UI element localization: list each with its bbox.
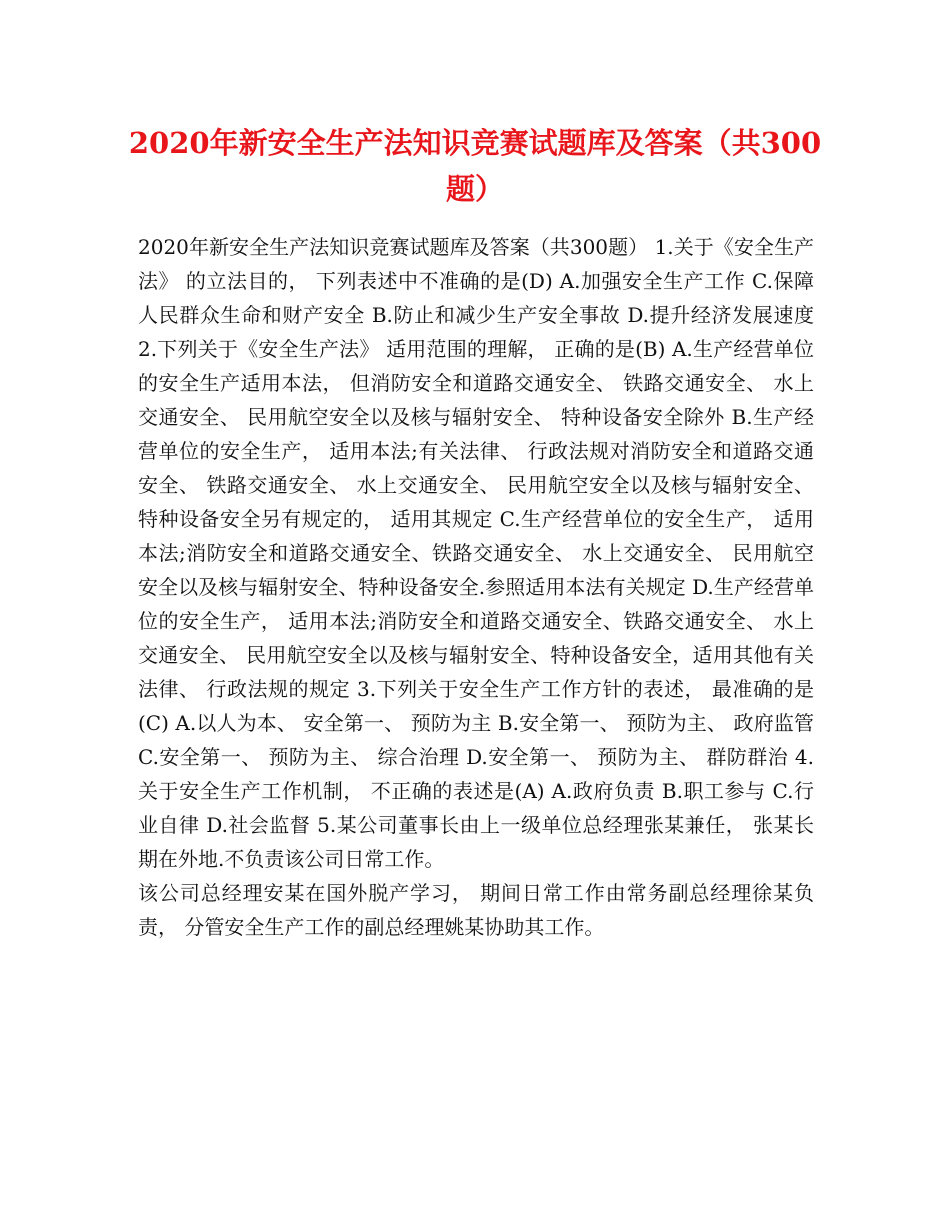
document-title: 2020年新安全生产法知识竞赛试题库及答案（共300题） xyxy=(128,126,822,206)
body-paragraph: 2020年新安全生产法知识竞赛试题库及答案（共300题） 1.关于《安全生产法》 的立法目的， 下列表述中不准确的是(D) A.加强安全生产工作 C.保障人民群众生命和财产安全 B.防止和减少生产安全事故 D.提升经济发展速度 2.下列关于《安全生产法》 适用范围的理解， 正确的是(B) A.生产经营单位的安全生产适用本法， 但消防安全和道路交通安全、 铁路交通安全、 水上交通安全、 民用航空安全以及核与辐射安全、 特种设备安全除外 B.生产经营单位的安全生产， 适用本法;有关法律、 行政法规对消防安全和道路交通安全、 铁路交通安全、 水上交通安全、 民用航空安全以及核与辐射安全、 特种设备安全另有规定的， 适用其规定 C.生产经营单位的安全生产， 适用本法;消防安全和道路交通安全、铁路交通安全、 水上交通安全、 民用航空安全以及核与辐射安全、特种设备安全.参照适用本法有关规定 D.生产经营单位的安全生产， 适用本法;消防安全和道路交通安全、铁路交通安全、 水上交通安全、 民用航空安全以及核与辐射安全、特种设备安全，适用其他有关法律、 行政法规的规定 3.下列关于安全生产工作方针的表述， 最准确的是(C) A.以人为本、 安全第一、 预防为主 B.安全第一、 预防为主、 政府监管 C.安全第一、 预防为主、 综合治理 D.安全第一、 预防为主、 群防群治 4.关于安全生产工作机制， 不正确的表述是(A) A.政府负责 B.职工参与 C.行业自律 D.社会监督 5.某公司董事长由上一级单位总经理张某兼任， 张某长期在外地.不负责该公司日常工作。 xyxy=(138,235,814,871)
document-body xyxy=(138,230,814,944)
body-paragraph: 该公司总经理安某在国外脱产学习， 期间日常工作由常务副总经理徐某负责， 分管安全生产工作的副总经理姚某协助其工作。 xyxy=(138,881,814,939)
